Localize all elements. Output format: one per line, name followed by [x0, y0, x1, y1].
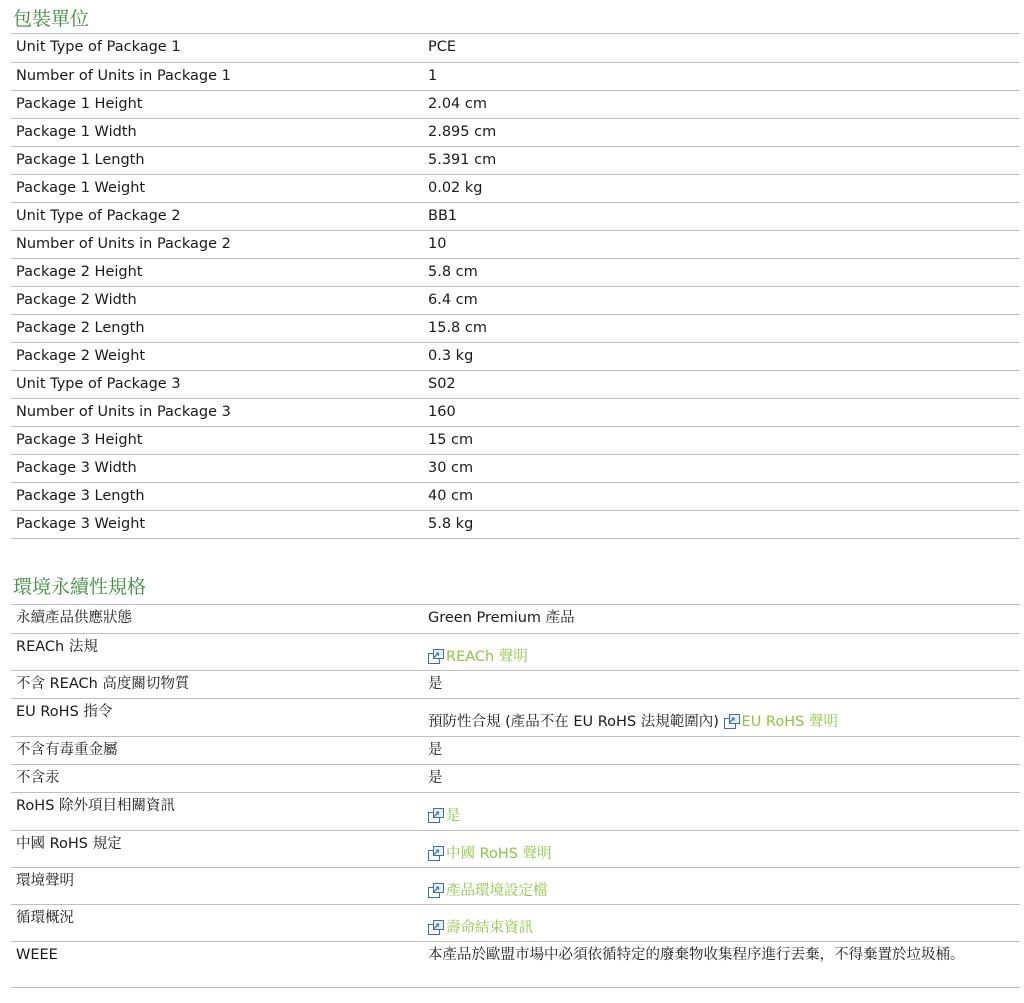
environment-section-title: 環境永續性規格	[11, 576, 1020, 605]
row-label: EU RoHS 指令	[11, 698, 423, 736]
row-label: 不含汞	[11, 764, 423, 792]
table-row	[11, 146, 1020, 174]
row-value: 15.8 cm	[423, 314, 1020, 342]
table-row	[11, 792, 1020, 830]
table-row	[11, 633, 1020, 670]
table-row	[11, 90, 1020, 118]
row-value: PCE	[423, 34, 1020, 62]
product-environmental-profile-link[interactable]: 產品環境設定檔	[446, 882, 548, 899]
china-rohs-declaration-link[interactable]: 中國 RoHS 聲明	[446, 845, 552, 862]
packaging-table	[11, 34, 1020, 539]
row-value: 本產品於歐盟市場中必須依循特定的廢棄物收集程序進行丟棄，不得棄置於垃圾桶。	[423, 941, 1020, 987]
table-row	[11, 941, 1020, 987]
row-label: Package 1 Weight	[11, 174, 423, 202]
external-link-icon: ↗	[428, 920, 444, 934]
environment-table	[11, 605, 1020, 988]
rohs-exemption-link[interactable]: 是	[446, 807, 461, 824]
table-row	[11, 202, 1020, 230]
row-label: Package 1 Height	[11, 90, 423, 118]
row-label: Unit Type of Package 2	[11, 202, 423, 230]
row-label: 循環概況	[11, 904, 423, 941]
row-value: 1	[423, 62, 1020, 90]
row-label: Package 2 Width	[11, 286, 423, 314]
table-row	[11, 426, 1020, 454]
row-label: RoHS 除外項目相關資訊	[11, 792, 423, 830]
table-row	[11, 904, 1020, 941]
row-value: 5.8 cm	[423, 258, 1020, 286]
row-label: 中國 RoHS 規定	[11, 830, 423, 867]
external-link-icon: ↗	[428, 883, 444, 897]
row-value: 是	[423, 736, 1020, 764]
table-row	[11, 510, 1020, 538]
row-value: 10	[423, 230, 1020, 258]
row-value: Green Premium 產品	[423, 605, 1020, 633]
row-label: Package 3 Weight	[11, 510, 423, 538]
row-value: 30 cm	[423, 454, 1020, 482]
table-row	[11, 454, 1020, 482]
eu-rohs-status: 預防性合規 (產品不在 EU RoHS 法規範圍內)	[428, 713, 719, 730]
external-link-icon: ↗	[428, 846, 444, 860]
table-row	[11, 764, 1020, 792]
environment-section	[11, 576, 1020, 988]
table-row	[11, 482, 1020, 510]
row-label: Unit Type of Package 1	[11, 34, 423, 62]
table-row	[11, 286, 1020, 314]
row-label: 不含 REACh 高度關切物質	[11, 670, 423, 698]
row-value: S02	[423, 370, 1020, 398]
row-value	[423, 633, 1020, 670]
end-of-life-info-link[interactable]: 壽命結束資訊	[446, 919, 533, 936]
table-row	[11, 698, 1020, 736]
row-label: Package 2 Length	[11, 314, 423, 342]
table-row	[11, 62, 1020, 90]
row-value: 2.04 cm	[423, 90, 1020, 118]
row-value: 0.3 kg	[423, 342, 1020, 370]
table-row	[11, 118, 1020, 146]
table-row	[11, 230, 1020, 258]
table-row	[11, 605, 1020, 633]
row-value: 160	[423, 398, 1020, 426]
external-link-icon: ↗	[428, 808, 444, 822]
row-value: 40 cm	[423, 482, 1020, 510]
table-row	[11, 398, 1020, 426]
row-label: Package 3 Length	[11, 482, 423, 510]
row-label: Package 2 Height	[11, 258, 423, 286]
table-row	[11, 342, 1020, 370]
row-label: 環境聲明	[11, 867, 423, 904]
row-value	[423, 867, 1020, 904]
packaging-section-title: 包裝單位	[11, 8, 1020, 34]
row-label: Package 1 Width	[11, 118, 423, 146]
row-value	[423, 830, 1020, 867]
table-row	[11, 670, 1020, 698]
row-value: 是	[423, 670, 1020, 698]
row-value: 5.8 kg	[423, 510, 1020, 538]
table-row	[11, 736, 1020, 764]
table-row	[11, 867, 1020, 904]
row-value: 是	[423, 764, 1020, 792]
row-value: 2.895 cm	[423, 118, 1020, 146]
row-value: BB1	[423, 202, 1020, 230]
row-label: Number of Units in Package 1	[11, 62, 423, 90]
table-row	[11, 370, 1020, 398]
external-link-icon: ↗	[428, 649, 444, 663]
table-row	[11, 314, 1020, 342]
row-value	[423, 904, 1020, 941]
external-link-icon: ↗	[724, 714, 740, 728]
table-row	[11, 258, 1020, 286]
row-value	[423, 698, 1020, 736]
row-value: 15 cm	[423, 426, 1020, 454]
table-row	[11, 830, 1020, 867]
row-label: Number of Units in Package 2	[11, 230, 423, 258]
row-value: 5.391 cm	[423, 146, 1020, 174]
row-label: 永續產品供應狀態	[11, 605, 423, 633]
row-value	[423, 792, 1020, 830]
eu-rohs-declaration-link[interactable]: EU RoHS 聲明	[741, 713, 838, 730]
table-row	[11, 174, 1020, 202]
row-label: Package 3 Height	[11, 426, 423, 454]
row-label: REACh 法規	[11, 633, 423, 670]
row-value: 0.02 kg	[423, 174, 1020, 202]
row-label: Number of Units in Package 3	[11, 398, 423, 426]
row-label: Package 3 Width	[11, 454, 423, 482]
reach-declaration-link[interactable]: REACh 聲明	[446, 648, 528, 665]
row-label: 不含有毒重金屬	[11, 736, 423, 764]
row-label: Package 2 Weight	[11, 342, 423, 370]
table-row	[11, 34, 1020, 62]
row-label: WEEE	[11, 941, 423, 987]
row-label: Unit Type of Package 3	[11, 370, 423, 398]
row-label: Package 1 Length	[11, 146, 423, 174]
packaging-section	[11, 8, 1020, 539]
row-value: 6.4 cm	[423, 286, 1020, 314]
